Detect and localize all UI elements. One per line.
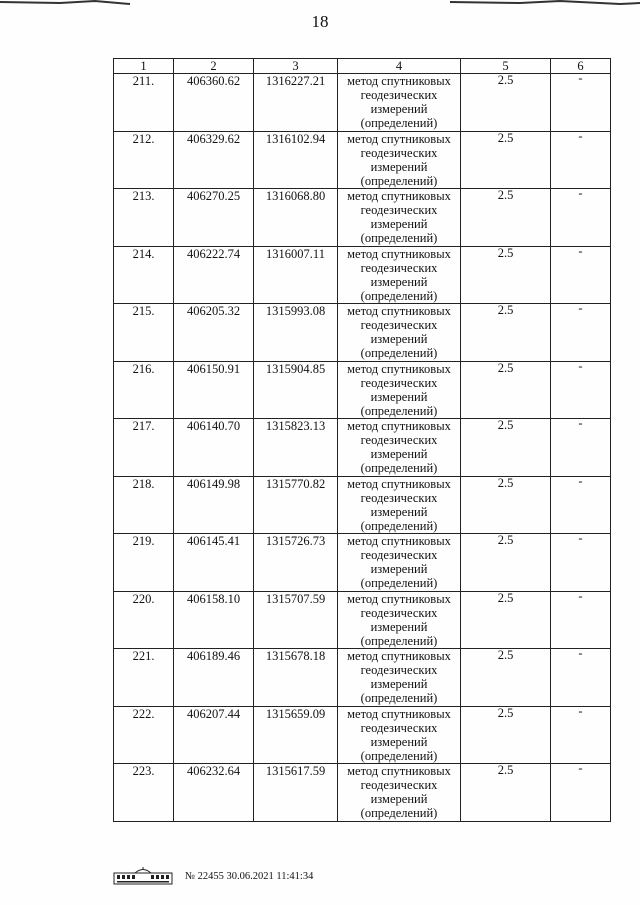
method-line: (определений) (360, 576, 438, 590)
y-coordinate-cell: 1316068.80 (254, 189, 338, 247)
point-number-cell: 212. (114, 131, 174, 189)
method-line: (определений) (360, 116, 438, 130)
x-coordinate-cell: 406222.74 (174, 246, 254, 304)
table-row (114, 534, 611, 592)
table-row (114, 476, 611, 534)
accuracy-cell: 2.5 (461, 591, 551, 649)
method-line: (определений) (360, 231, 438, 245)
method-cell (338, 649, 461, 707)
table-row (114, 361, 611, 419)
method-line: (определений) (360, 346, 438, 360)
method-line: измерений (370, 447, 428, 461)
table-header (114, 59, 611, 74)
point-number-cell: 213. (114, 189, 174, 247)
method-line: (определений) (360, 518, 438, 533)
method-line: (определений) (360, 691, 438, 705)
point-number-cell: 221. (114, 649, 174, 707)
method-line: (определений) (360, 288, 438, 303)
method-line: метод спутниковых (347, 764, 451, 778)
table-row (114, 304, 611, 362)
method-cell (338, 361, 461, 419)
scan-edge-artifact (0, 0, 640, 10)
method-line: измерений (370, 159, 428, 174)
method-line: геодезических (360, 490, 438, 505)
table-row (114, 764, 611, 822)
y-coordinate-cell: 1315659.09 (254, 706, 338, 764)
column-header: 3 (254, 59, 338, 74)
method-line: метод спутниковых (347, 476, 451, 491)
coordinates-table (113, 58, 611, 822)
accuracy-cell: 2.5 (461, 476, 551, 534)
x-coordinate-cell: 406232.64 (174, 764, 254, 822)
method-line: метод спутниковых (347, 74, 451, 88)
column-header: 6 (551, 59, 611, 74)
x-coordinate-cell: 406140.70 (174, 419, 254, 477)
y-coordinate-cell: 1316102.94 (254, 131, 338, 189)
method-cell (338, 189, 461, 247)
method-cell (338, 534, 461, 592)
method-line: метод спутниковых (347, 591, 451, 606)
method-line: измерений (370, 677, 428, 691)
x-coordinate-cell: 406189.46 (174, 649, 254, 707)
x-coordinate-cell: 406205.32 (174, 304, 254, 362)
notes-cell: - (551, 131, 611, 189)
accuracy-cell: 2.5 (461, 534, 551, 592)
notes-cell: - (551, 706, 611, 764)
point-number-cell: 215. (114, 304, 174, 362)
method-line: геодезических (360, 663, 438, 677)
method-line: метод спутниковых (347, 189, 451, 203)
accuracy-cell: 2.5 (461, 131, 551, 189)
x-coordinate-cell: 406329.62 (174, 131, 254, 189)
method-line: измерений (370, 562, 428, 576)
method-line: метод спутниковых (347, 361, 451, 376)
table-row (114, 649, 611, 707)
notes-cell: - (551, 476, 611, 534)
method-line: геодезических (360, 548, 438, 562)
method-line: (определений) (360, 461, 438, 475)
accuracy-cell: 2.5 (461, 649, 551, 707)
notes-cell: - (551, 189, 611, 247)
table-row (114, 419, 611, 477)
method-line: измерений (370, 792, 428, 806)
notes-cell: - (551, 764, 611, 822)
table-row (114, 591, 611, 649)
method-cell (338, 304, 461, 362)
accuracy-cell: 2.5 (461, 74, 551, 132)
method-cell (338, 419, 461, 477)
x-coordinate-cell: 406158.10 (174, 591, 254, 649)
table-body (114, 71, 611, 822)
method-line: измерений (370, 734, 428, 749)
accuracy-cell: 2.5 (461, 189, 551, 247)
method-line: геодезических (360, 203, 438, 217)
notes-cell: - (551, 361, 611, 419)
notes-cell: - (551, 649, 611, 707)
table-row (114, 74, 611, 132)
point-number-cell: 211. (114, 74, 174, 132)
method-line: измерений (370, 619, 428, 634)
method-line: метод спутниковых (347, 304, 451, 318)
point-number-cell: 218. (114, 476, 174, 534)
x-coordinate-cell: 406150.91 (174, 361, 254, 419)
point-number-cell: 216. (114, 361, 174, 419)
column-header: 5 (461, 59, 551, 74)
method-line: измерений (370, 217, 428, 231)
method-line: геодезических (360, 88, 438, 102)
method-cell (338, 131, 461, 189)
method-line: геодезических (360, 605, 438, 620)
registry-stamp-icon (113, 867, 173, 885)
accuracy-cell: 2.5 (461, 419, 551, 477)
method-cell (338, 706, 461, 764)
table-row (114, 246, 611, 304)
y-coordinate-cell: 1315993.08 (254, 304, 338, 362)
method-line: метод спутниковых (347, 649, 451, 663)
notes-cell: - (551, 246, 611, 304)
method-line: геодезических (360, 318, 438, 332)
x-coordinate-cell: 406207.44 (174, 706, 254, 764)
column-header: 2 (174, 59, 254, 74)
y-coordinate-cell: 1315904.85 (254, 361, 338, 419)
x-coordinate-cell: 406360.62 (174, 74, 254, 132)
accuracy-cell: 2.5 (461, 246, 551, 304)
y-coordinate-cell: 1315617.59 (254, 764, 338, 822)
method-line: метод спутниковых (347, 419, 451, 433)
method-line: (определений) (360, 403, 438, 418)
y-coordinate-cell: 1315707.59 (254, 591, 338, 649)
method-line: геодезических (360, 375, 438, 390)
point-number-cell: 222. (114, 706, 174, 764)
accuracy-cell: 2.5 (461, 361, 551, 419)
column-header: 1 (114, 59, 174, 74)
registration-footer (113, 866, 433, 886)
accuracy-cell: 2.5 (461, 706, 551, 764)
table-row (114, 706, 611, 764)
y-coordinate-cell: 1315678.18 (254, 649, 338, 707)
y-coordinate-cell: 1315823.13 (254, 419, 338, 477)
method-line: измерений (370, 332, 428, 346)
method-line: метод спутниковых (347, 246, 451, 261)
y-coordinate-cell: 1316227.21 (254, 74, 338, 132)
column-header: 4 (338, 59, 461, 74)
method-line: метод спутниковых (347, 534, 451, 548)
x-coordinate-cell: 406145.41 (174, 534, 254, 592)
method-line: геодезических (360, 145, 438, 160)
notes-cell: - (551, 304, 611, 362)
method-cell (338, 591, 461, 649)
method-line: геодезических (360, 778, 438, 792)
table-row (114, 131, 611, 189)
method-line: геодезических (360, 720, 438, 735)
method-line: измерений (370, 102, 428, 116)
x-coordinate-cell: 406270.25 (174, 189, 254, 247)
method-line: измерений (370, 389, 428, 404)
x-coordinate-cell: 406149.98 (174, 476, 254, 534)
accuracy-cell: 2.5 (461, 304, 551, 362)
method-line: измерений (370, 504, 428, 519)
y-coordinate-cell: 1316007.11 (254, 246, 338, 304)
point-number-cell: 217. (114, 419, 174, 477)
page-number: 18 (311, 12, 329, 31)
notes-cell: - (551, 534, 611, 592)
method-line: (определений) (360, 633, 438, 648)
point-number-cell: 214. (114, 246, 174, 304)
y-coordinate-cell: 1315726.73 (254, 534, 338, 592)
point-number-cell: 223. (114, 764, 174, 822)
notes-cell: - (551, 74, 611, 132)
method-cell (338, 74, 461, 132)
registration-number: № 22455 30.06.2021 11:41:34 (185, 870, 314, 882)
method-line: (определений) (360, 806, 438, 820)
method-line: метод спутниковых (347, 706, 451, 721)
method-line: (определений) (360, 173, 438, 188)
method-line: метод спутниковых (347, 131, 451, 146)
notes-cell: - (551, 591, 611, 649)
accuracy-cell: 2.5 (461, 764, 551, 822)
method-cell (338, 246, 461, 304)
point-number-cell: 220. (114, 591, 174, 649)
method-line: измерений (370, 274, 428, 289)
method-line: геодезических (360, 433, 438, 447)
y-coordinate-cell: 1315770.82 (254, 476, 338, 534)
method-cell (338, 764, 461, 822)
method-line: (определений) (360, 748, 438, 763)
notes-cell: - (551, 419, 611, 477)
table-row (114, 189, 611, 247)
method-cell (338, 476, 461, 534)
point-number-cell: 219. (114, 534, 174, 592)
method-line: геодезических (360, 260, 438, 275)
